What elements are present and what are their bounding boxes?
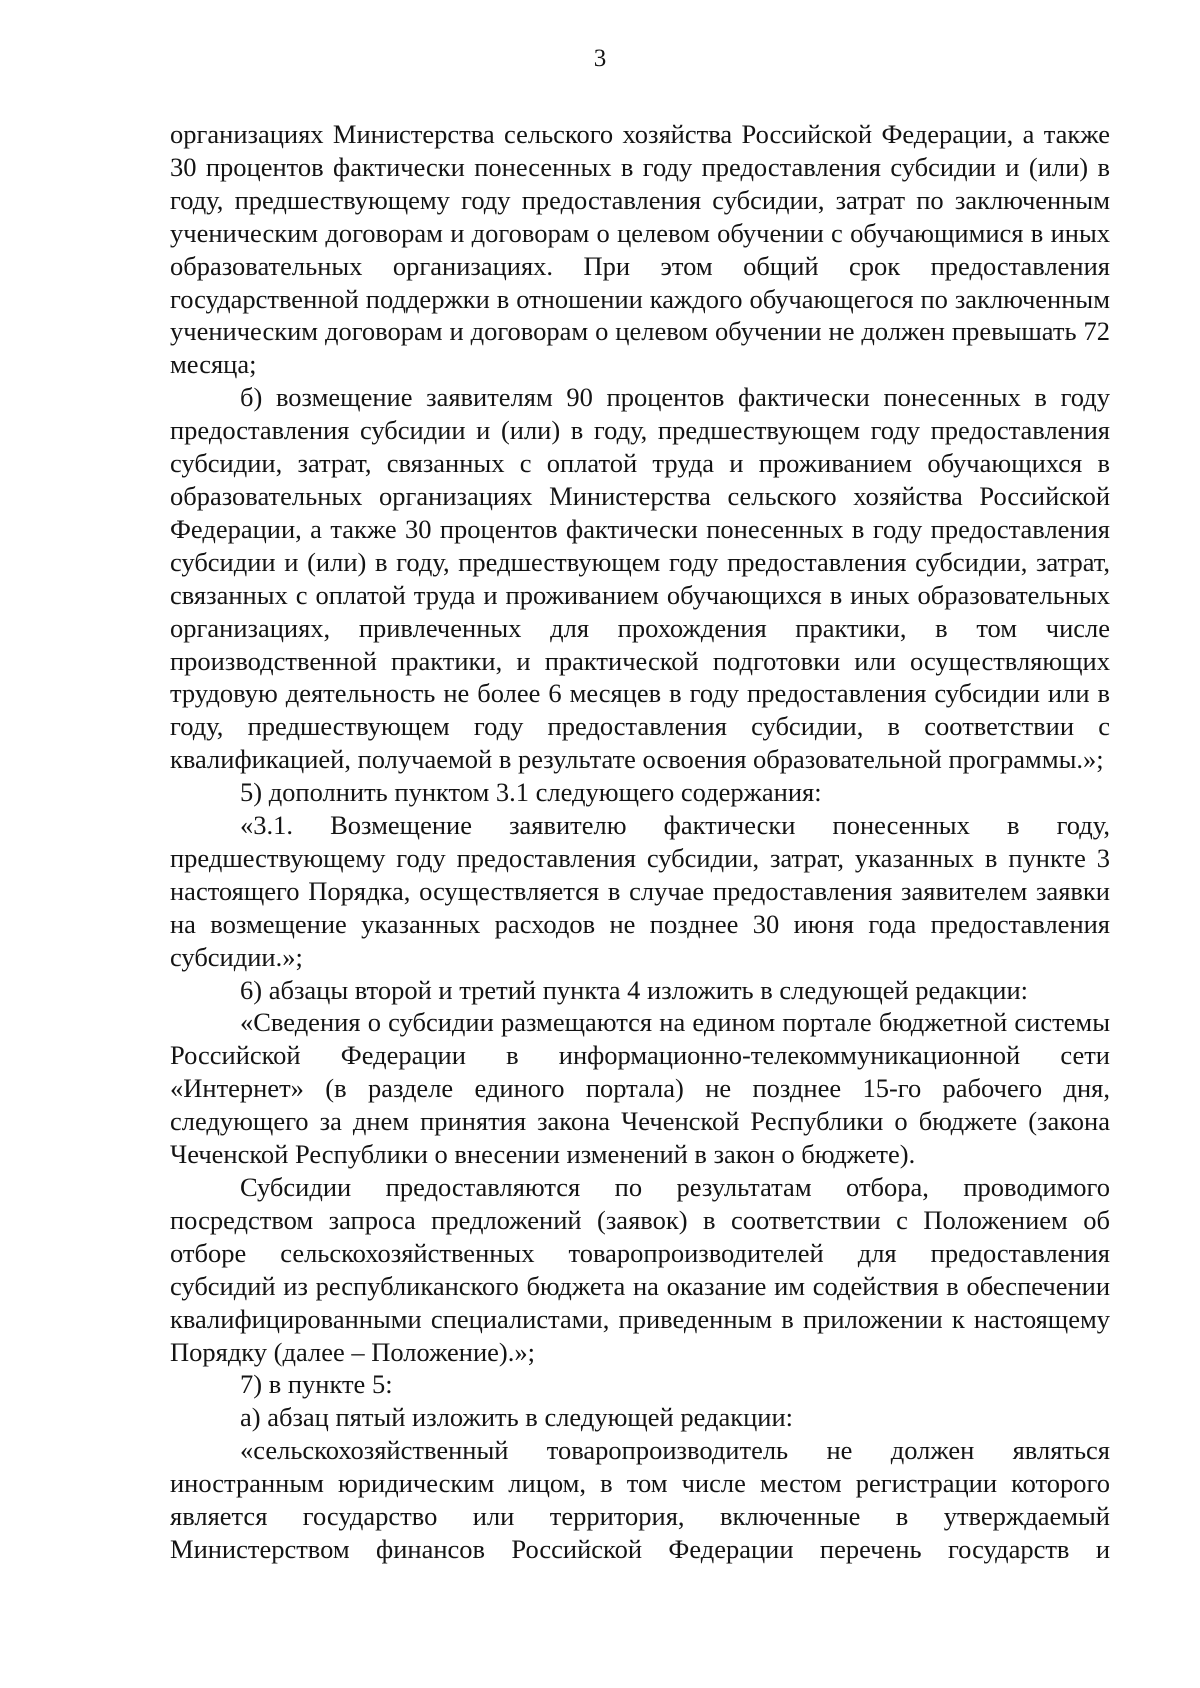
paragraph-subsidy-selection: Субсидии предоставляются по результатам отбора, проводимого посредством запроса предложений (заявок) в соответствии с Положением об отборе сельскохозяйственных товаропроизводителей для предоставления субсидий из республиканского бюджета на оказание им содействия в обеспечении квалифицированными специалистами, приведенным в приложении к настоящему Порядку (далее – Положение).»;	[170, 1172, 1110, 1367]
paragraph-item-5: 5) дополнить пунктом 3.1 следующего содержания:	[240, 777, 822, 808]
page-number: 3	[593, 45, 607, 72]
paragraph-subsidy-info: «Сведения о субсидии размещаются на едином портале бюджетной системы Российской Федерации в информационно-телекоммуникационной сети «Интернет» (в разделе единого портала) не позднее 15-го рабочего дня, следующего за днем принятия закона Чеченской Республики о бюджете (закона Чеченской Республики о внесении изменений в закон о бюджете).	[170, 1007, 1110, 1170]
paragraph-item-6: 6) абзацы второй и третий пункта 4 изложить в следующей редакции:	[240, 974, 1028, 1005]
paragraph-item-7: 7) в пункте 5:	[240, 1369, 393, 1400]
document-body	[170, 118, 1110, 1566]
paragraph-item-b: б) возмещение заявителям 90 процентов фактически понесенных в году предоставления субсидии и (или) в году, предшествующем году предоставления субсидии, затрат, связанных с оплатой труда и проживанием обучающихся в образовательных организациях Министерства сельского хозяйства Российской Федерации, а также 30 процентов фактически понесенных в году предоставления субсидии и (или) в году, предшествующем году предоставления субсидии, затрат, связанных с оплатой труда и проживанием обучающихся в иных образовательных организациях, привлеченных для прохождения практики, в том числе производственной практики, и практической подготовки или осуществляющих трудовую деятельность не более 6 месяцев в году предоставления субсидии или в году, предшествующем году предоставления субсидии, в соответствии с квалификацией, получаемой в результате освоения образовательной программы.»;	[170, 382, 1110, 775]
paragraph-item-a: а) абзац пятый изложить в следующей редакции:	[240, 1402, 794, 1433]
paragraph-clause-3-1: «3.1. Возмещение заявителю фактически понесенных в году, предшествующему году предоставления субсидии, затрат, указанных в пункте 3 настоящего Порядка, осуществляется в случае предоставления заявителем заявки на возмещение указанных расходов не позднее 30 июня года предоставления субсидии.»;	[170, 810, 1110, 972]
paragraph-continuation: организациях Министерства сельского хозяйства Российской Федерации, а также 30 процентов фактически понесенных в году предоставления субсидии и (или) в году, предшествующему году предоставления субсидии, затрат по заключенным ученическим договорам и договорам о целевом обучении с обучающимися в иных образовательных организациях. При этом общий срок предоставления государственной поддержки в отношении каждого обучающегося по заключенным ученическим договорам и договорам о целевом обучении не должен превышать 72 месяца;	[170, 119, 1110, 380]
paragraph-producer-requirement: «сельскохозяйственный товаропроизводитель не должен являться иностранным юридическим лицом, в том числе местом регистрации которого является государство или территория, включенные в утверждаемый Министерством финансов Российской Федерации перечень государств и	[170, 1435, 1110, 1564]
